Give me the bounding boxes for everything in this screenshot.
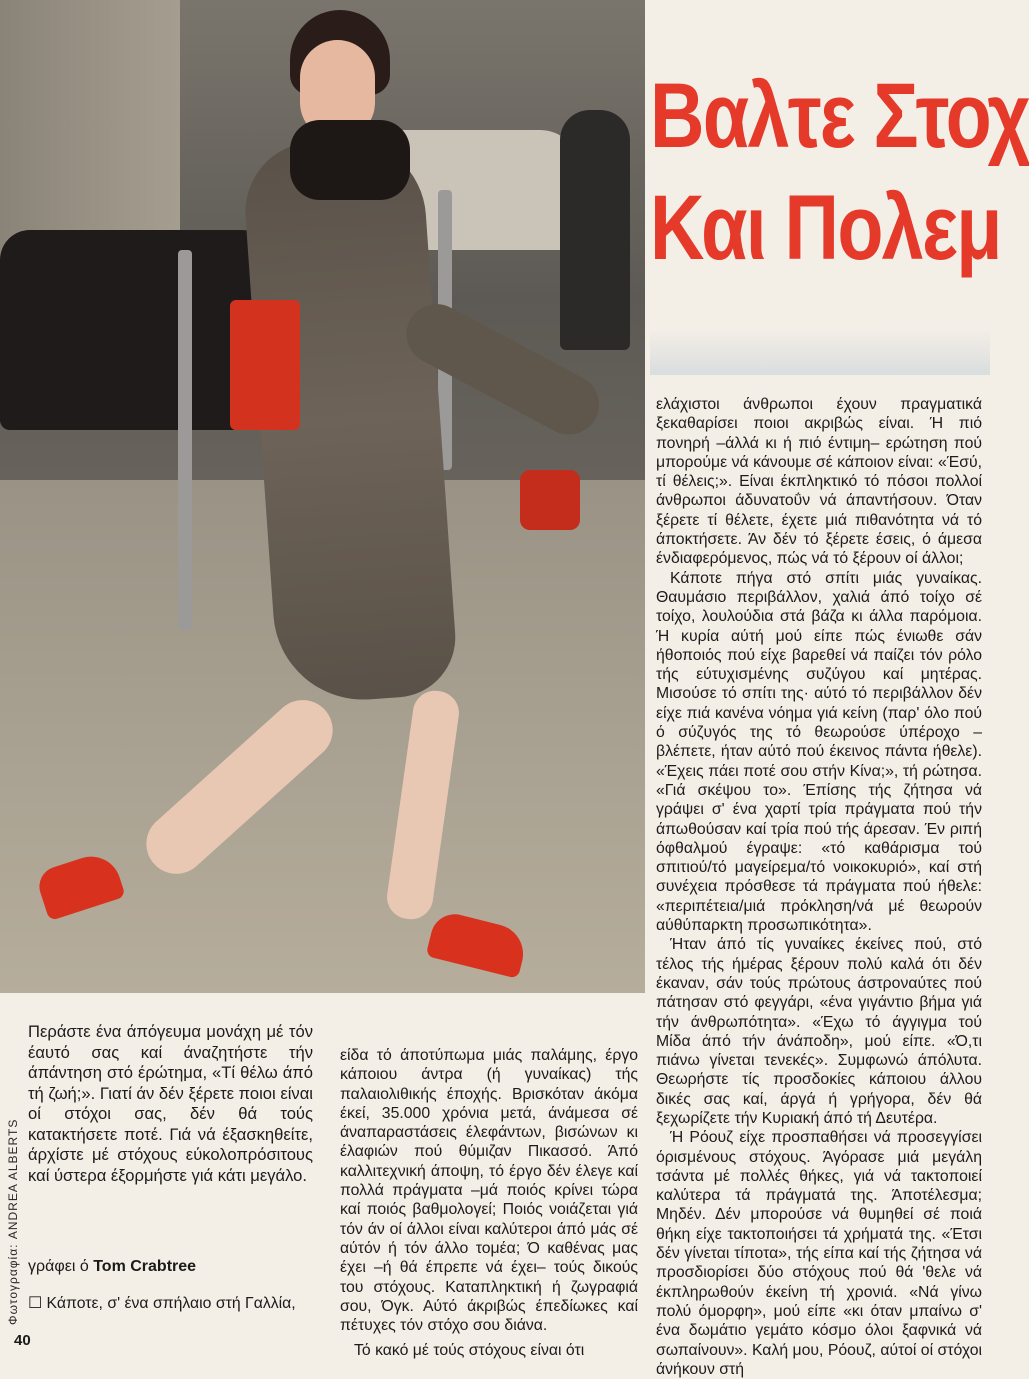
photo-pedestrian xyxy=(560,110,630,350)
photo-parking-meter xyxy=(178,250,192,630)
photo-red-clutch xyxy=(520,470,580,530)
right-text-column xyxy=(656,395,982,1379)
byline-label: γράφει ό xyxy=(28,1258,89,1275)
intro-standfirst xyxy=(28,1022,313,1186)
intro-text: Περάστε ένα άπόγευμα μονάχη μέ τόν έαυτό σας καί άναζητήστε τήν άπάντηση στό έρώτημα, «Τί θέλω άπό τή ζωή;». Γιατί άν δέν ξέρετε ποιοι είναι οί στόχοι σας, δέν θά τούς κατακτήσετε ποτέ. Γιά νά έξασκηθείτε, άρχίστε μέ στόχους εύκολοπρόσιτους καί ύστερα έξορμήστε γιά κάτι μεγάλο. xyxy=(28,1022,313,1185)
body-paragraph: Κάποτε πήγα στό σπίτι μιάς γυναίκας. Θαυμάσιο περιβάλλον, χαλιά άπό τοίχο σέ τοίχο, λουλούδια στά βάζα κι άλλα παρόμοια. Ή κυρία αύτή μού είπε πώς ένιωθε σάν ήθοποιός πού είχε βαρεθεί νά παίζει τόν ρόλο τής εύτυχισμένης συζύγου καί μητέρας. Μισούσε τό σπίτι της· αύτό τό περιβάλλον δέν είχε πιά κανένα νόημα γιά κείνη (παρ' όλο πού ό σύζυγός της τό θεωρούσε ύπέροχο –βλέπετε, ήταν αύτό πού έκεινος πάντα ήθελε). «Έχεις πάει ποτέ σου στήν Κίνα;», τή ρώτησα. «Γιά σκέψου το». Έπίσης τής ζήτησα νά γράψει σ' ένα χαρτί τρία πράγματα πού τήν άπωθούσαν καί τρία πού τής άρεσαν. Έν ριπή όφθαλμού έγραψε: «τό καθάρισμα τού σπιτιού/τό μαγείρεμα/τό νοικοκυριό», καί στή συνέχεια πρόσθεσε τά πράγματα πού ήθελε: «περιπέτεια/μιά πρόκληση/νά μέ θεωρούν αύθύπαρκτη προσωπικότητα». xyxy=(656,569,982,935)
photo-model-scarf xyxy=(290,120,410,200)
body-paragraph: είδα τό άποτύπωμα μιάς παλάμης, έργο κάποιου άντρα (ή γυναίκας) τής παλαιολιθικής έποχής. Βρισκόταν άκόμα έκεί, 35.000 χρόνια μετά, άνάμεσα σέ άναπαραστάσεις έλεφάντων, βισώνων κι έλαφιών πού θύμιζαν Πικασσό. Άπό καλλιτεχνική άποψη, τό έργο δέν έλεγε καί πολλά πράγματα –μά ποιός κρίνει τώρα καί ποιός βαθμολογεί; Ποιός νοιάζεται γιά τόν άν οί άλλοι είναι καλύτεροι άπό μάς σέ αύτόν ή τόν άλλο τομέα; Ό καθένας μας έχει –ή θά έπρεπε νά έχει– τούς δικούς του στόχους. Καταπληκτική ή ζωγραφιά σου, Όγκ. Αύτό άκριβώς έπεδίωκες καί πέτυχες τόν στόχο σου διάνα. xyxy=(340,1047,638,1335)
body-paragraph: Τό κακό μέ τούς στόχους είναι ότι xyxy=(354,1342,585,1360)
body-paragraph: Ή Ρόουζ είχε προσπαθήσει νά προσεγγίσει όρισμένους στόχους. Άγόρασε μιά μεγάλη τσάντα μέ πολλές θήκες, γιά νά τακτοποιεί καλύτερα τά πράγματά της. Άποτέλεσμα; Μηδέν. Δέν μπορούσε νά θυμηθεί σέ ποιά θήκη είχε τακτοποιήσει τά χρήματά της. «Έτσι δέν γίνεται τίποτα», τής είπα καί τής ζήτησα νά προσδιορίσει δύο στόχους πού θά 'θελε νά έκπληρωθούν έκείνη τή χρονιά. «Νά γίνω πολύ όμορφη», μού είπε «κι όταν μπαίνω σ' ένα δωμάτιο γεμάτο κόσμο όλοι ξαφνικά νά σωπαίνουν». Καλή μου, Ρόουζ, αύτοί οί στόχοι άνήκουν στή xyxy=(656,1129,982,1378)
body-paragraph: ελάχιστοι άνθρωποι έχουν πραγματικά ξεκαθαρίσει ποιοι ακριβώς είναι. Ή πιό πονηρή –άλλά κι ή πιό έντιμη– ερώτηση πού μπορούμε νά κάνουμε σέ κάποιον είναι: «Έσύ, τί θέλεις;». Είναι έκπληκτικό τό πόσοι πολλοί άνθρωποι άδυνατοΰν νά άπαντήσουν. Όταν ξέρετε τί θέλετε, έχετε μιά πιθανότητα νά τό άποκτήσετε. Άν δέν τό ξέρετε έσεις, ό άμεσα ένδιαφερόμενος, πώς νά τό ξέρουν οί άλλοι; xyxy=(656,396,982,568)
body-paragraph: Ήταν άπό τίς γυναίκες έκείνες πού, στό τέλος τής ήμέρας ξέρουν πολύ καλά ότι δέν έκαναν, σάν τούς πρώτους άστροναύτες πού πάτησαν στό φεγγάρι, «ένα γιγάντιο βήμα γιά τήν άνθρωπότητα». «Έχω τό άγγιγμα τού Μίδα άπό τήν άνάποδη», μού είπε. «Ό,τι πιάνω γίνεται τενεκές». Συμφωνώ άπόλυτα. Θεωρήστε τίς προσδοκίες κάποιου άλλου δικές σας καί, άργά ή γρήγορα, δέν θά ξεχωρίζετε τήν Κυριακή άπό τή Δευτέρα. xyxy=(656,936,982,1127)
faded-text-strip xyxy=(650,330,990,375)
article-opening xyxy=(28,1294,314,1313)
photo-credit: Φωτογραφία: ANDREA ALBERTS xyxy=(6,1118,20,1325)
byline xyxy=(28,1258,196,1276)
middle-text-column xyxy=(340,1046,638,1361)
article-headline xyxy=(650,60,1029,284)
photo-red-bag xyxy=(230,300,300,430)
page-number: 40 xyxy=(14,1332,31,1349)
opening-text: ☐ Κάποτε, σ' ένα σπήλαιο στή Γαλλία, xyxy=(28,1295,296,1312)
headline-line-1: Βαλτε Στοχ xyxy=(650,65,1029,167)
headline-line-2: Και Πολεμ xyxy=(650,177,1001,279)
byline-author: Tom Crabtree xyxy=(93,1258,197,1275)
fashion-photo xyxy=(0,0,645,993)
